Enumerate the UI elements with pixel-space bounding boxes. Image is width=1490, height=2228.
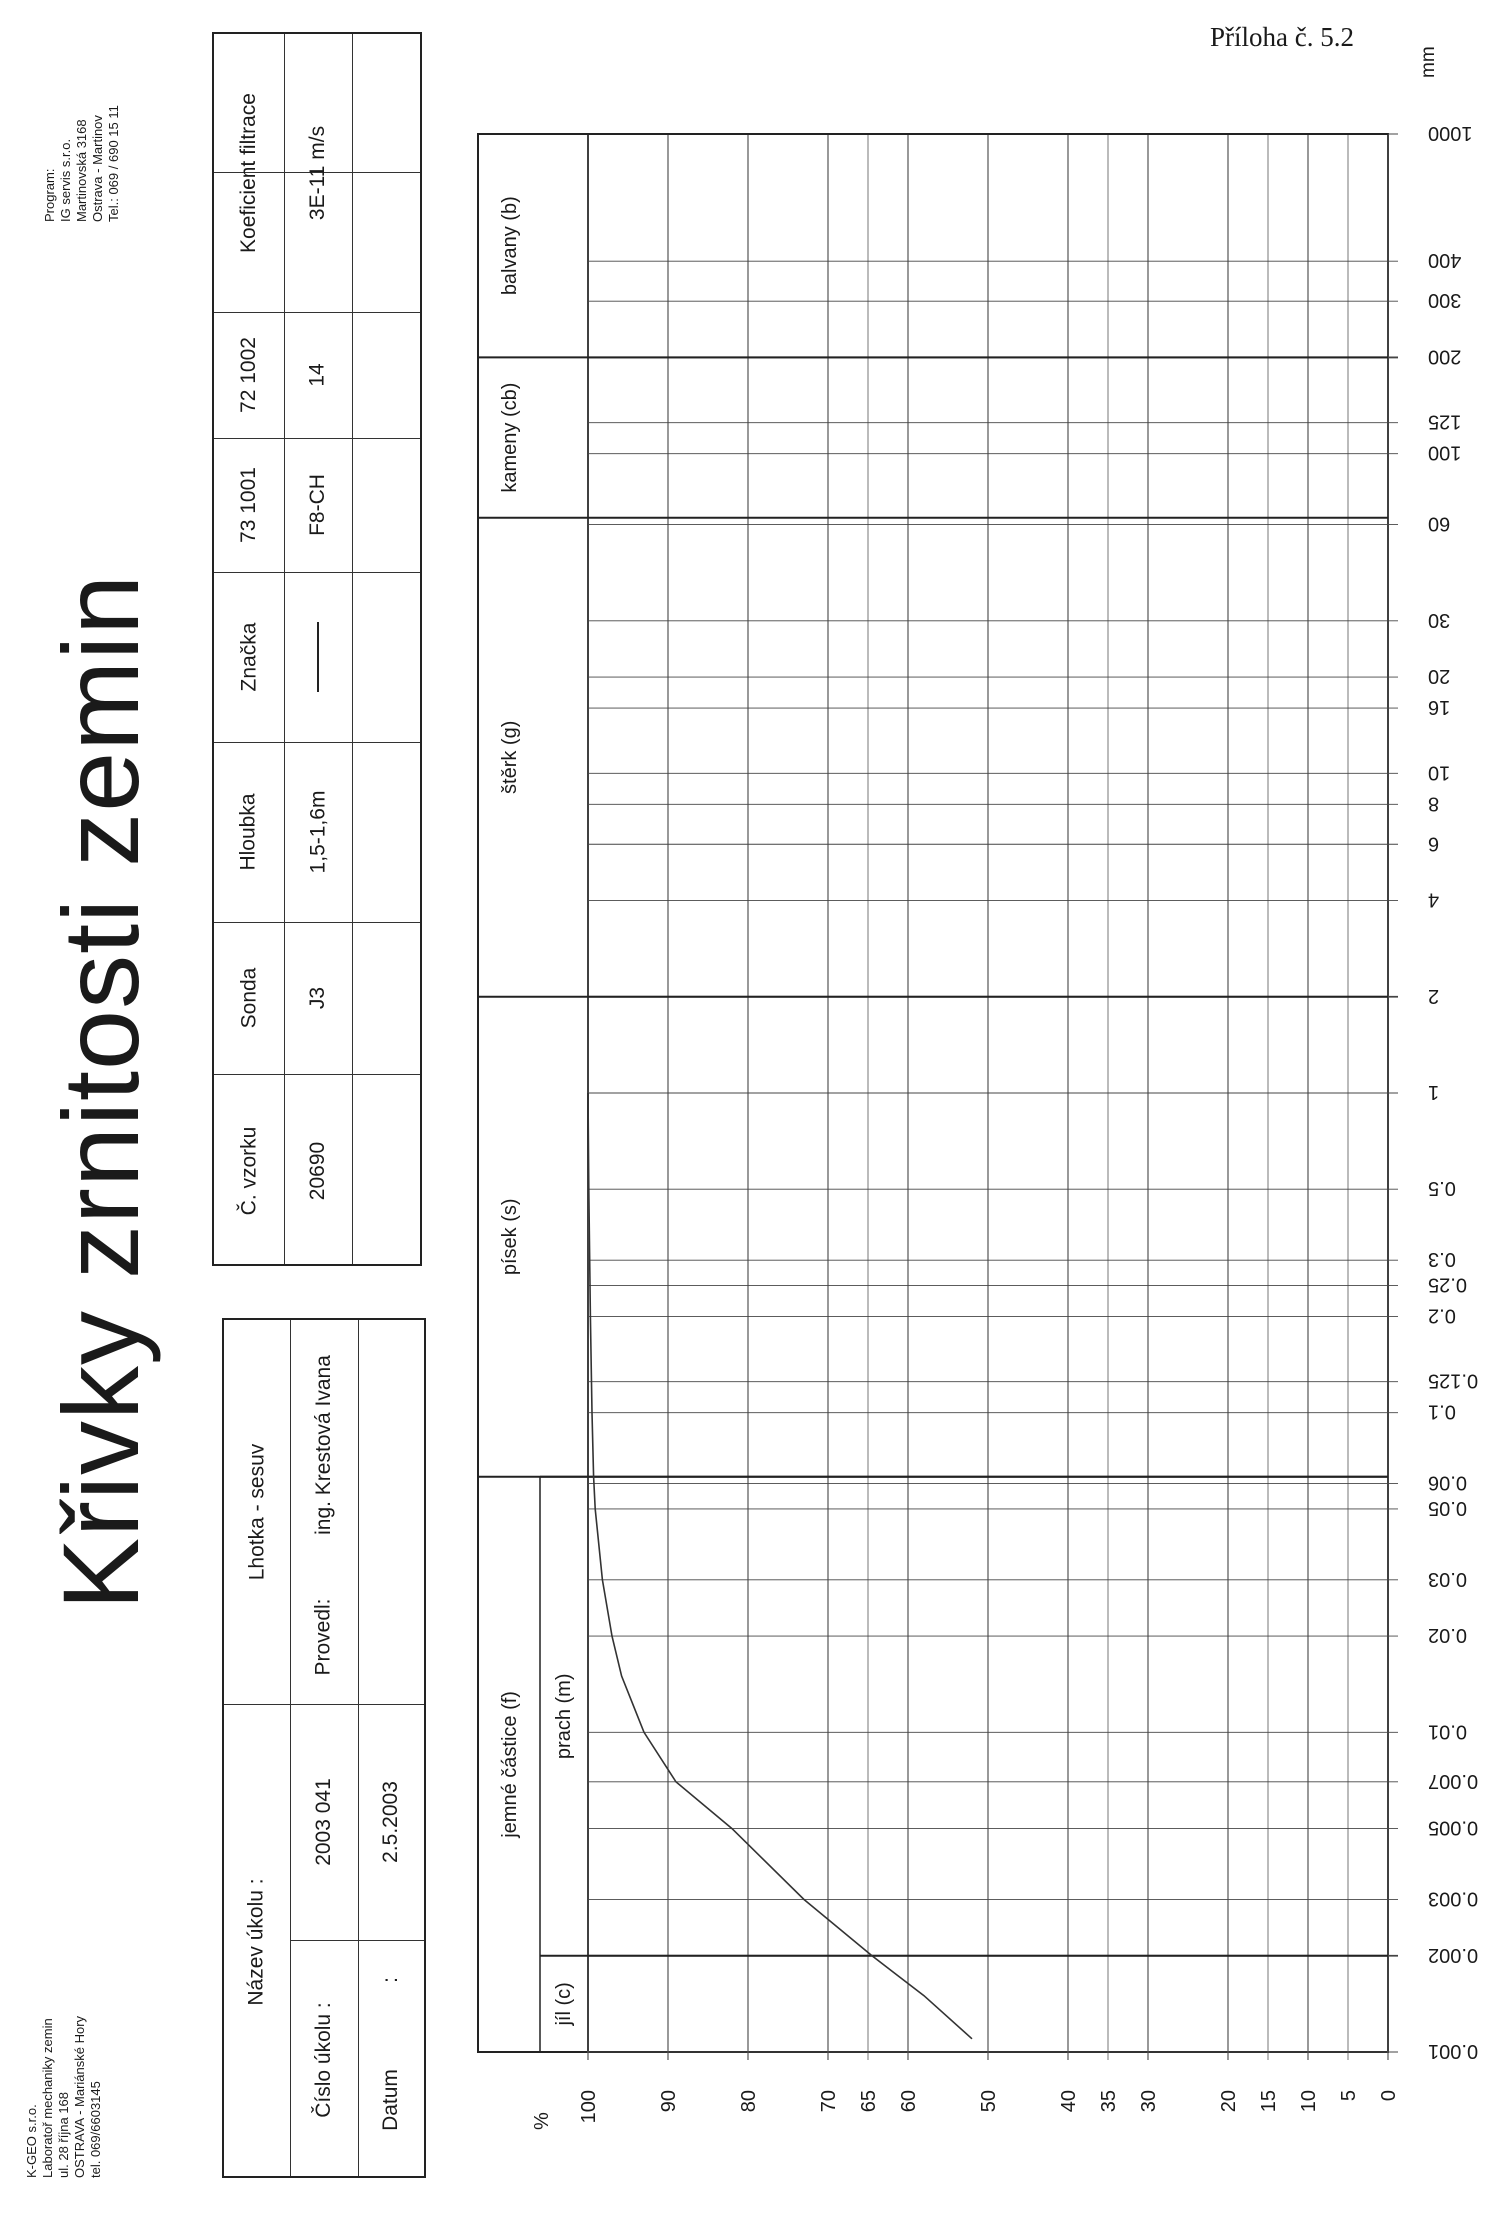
- x-tick-label: 20: [1428, 665, 1451, 688]
- performed-label: Provedl:: [312, 1598, 336, 1676]
- y-tick-label: 40: [1058, 2090, 1080, 2113]
- x-tick-label: 0.3: [1428, 1248, 1456, 1271]
- x-tick-label: 2: [1428, 984, 1440, 1007]
- page-title: Křivky zrnitosti zemin: [40, 573, 161, 1610]
- sub-band-label: prach (m): [553, 1673, 575, 1760]
- x-tick-label: 1: [1428, 1081, 1440, 1103]
- x-tick-label: 0.05: [1428, 1496, 1467, 1519]
- sample-value-depth: 1,5-1,6m: [306, 790, 329, 874]
- y-tick-label: 30: [1138, 2090, 1160, 2113]
- x-tick-label: 0.125: [1428, 1369, 1479, 1392]
- x-tick-label: 60: [1428, 512, 1451, 535]
- x-tick-label: 8: [1428, 792, 1440, 815]
- sample-header-probe: Sonda: [236, 967, 260, 1029]
- x-tick-label: 0.06: [1428, 1471, 1467, 1494]
- band-label: štěrk (g): [499, 720, 521, 794]
- sample-header-filtration: Koeficient filtrace: [237, 93, 261, 253]
- x-tick-label: 0.005: [1428, 1816, 1479, 1839]
- grain-size-curve: [588, 1093, 972, 2039]
- sample-header-mark: Značka: [237, 622, 260, 692]
- x-tick-label: 125: [1428, 410, 1462, 433]
- date-value: 2.5.2003: [379, 1781, 402, 1863]
- sample-value-filtration: 3E-11 m/s: [306, 125, 329, 221]
- x-tick-label: 100: [1428, 441, 1462, 464]
- y-tick-label: 100: [578, 2090, 600, 2124]
- y-axis-label: %: [531, 2112, 553, 2130]
- y-tick-label: 10: [1298, 2090, 1320, 2113]
- y-tick-label: 90: [658, 2090, 680, 2113]
- y-tick-label: 60: [898, 2090, 920, 2113]
- task-name-value: Lhotka - sesuv: [245, 1443, 269, 1581]
- y-tick-label: 80: [738, 2090, 760, 2113]
- x-tick-label: 0.001: [1428, 2040, 1479, 2062]
- sample-header-731001: 73 1001: [237, 467, 261, 543]
- x-tick-label: 300: [1428, 289, 1462, 312]
- y-tick-label: 50: [978, 2090, 1000, 2113]
- y-tick-label: 70: [818, 2090, 840, 2113]
- band-label: kameny (cb): [499, 382, 521, 493]
- x-tick-label: 6: [1428, 832, 1440, 855]
- x-tick-label: 0.5: [1428, 1177, 1456, 1200]
- sample-value-number: 20690: [306, 1141, 329, 1201]
- x-tick-label: 4: [1428, 888, 1440, 911]
- sample-header-number: Č. vzorku: [237, 1126, 260, 1216]
- x-tick-label: 0.003: [1428, 1887, 1479, 1910]
- sample-value-731001: F8-CH: [306, 474, 329, 536]
- x-tick-label: 0.03: [1428, 1567, 1467, 1590]
- y-tick-label: 20: [1218, 2090, 1240, 2113]
- attachment-label: Příloha č. 5.2: [1210, 22, 1354, 52]
- x-tick-label: 400: [1428, 249, 1462, 272]
- x-tick-label: 200: [1428, 345, 1462, 368]
- task-number-value: 2003 041: [312, 1778, 335, 1866]
- y-tick-label: 65: [858, 2090, 880, 2113]
- y-tick-label: 15: [1258, 2090, 1280, 2113]
- sample-value-probe: J3: [306, 986, 329, 1010]
- x-tick-label: 0.25: [1428, 1273, 1467, 1296]
- performed-by-value: ing. Krestová Ivana: [312, 1355, 335, 1535]
- x-tick-label: 0.002: [1428, 1943, 1479, 1966]
- lab-info: K-GEO s.r.o. Laboratoř mechaniky zemin ul. 28 října 168 OSTRAVA - Mariánské Hory tel. 069/6603145: [24, 2015, 103, 2178]
- sample-value-721002: 14: [305, 363, 329, 387]
- band-label: písek (s): [499, 1198, 521, 1276]
- x-tick-label: 0.007: [1428, 1769, 1479, 1792]
- program-info: Program: IG servis s.r.o. Martinovská 3168 Ostrava - Martinov Tel.: 069 / 690 15 11: [42, 105, 121, 222]
- y-tick-label: 5: [1338, 2090, 1360, 2102]
- x-tick-label: 16: [1428, 696, 1451, 719]
- date-colon: :: [379, 1977, 402, 1983]
- x-tick-label: 1000: [1428, 122, 1473, 144]
- y-tick-label: 0: [1378, 2090, 1400, 2102]
- sample-header-depth: Hloubka: [237, 793, 260, 871]
- unit-label: mm: [1418, 46, 1439, 78]
- band-label: jemné částice (f): [499, 1691, 521, 1838]
- x-tick-label: 0.02: [1428, 1624, 1467, 1647]
- x-tick-label: 30: [1428, 608, 1451, 631]
- y-tick-label: 35: [1098, 2090, 1120, 2113]
- x-tick-label: 0.1: [1428, 1400, 1456, 1423]
- task-name-label: Název úkolu :: [245, 1878, 269, 2006]
- band-label: balvany (b): [499, 196, 521, 296]
- sub-band-label: jíl (c): [553, 1982, 575, 2026]
- x-tick-label: 0.01: [1428, 1720, 1467, 1743]
- x-tick-label: 0.2: [1428, 1304, 1456, 1327]
- date-label: Datum: [378, 2069, 402, 2131]
- x-tick-label: 10: [1428, 761, 1451, 784]
- task-number-label: Číslo úkolu :: [312, 2002, 335, 2118]
- sample-header-721002: 72 1002: [237, 337, 261, 413]
